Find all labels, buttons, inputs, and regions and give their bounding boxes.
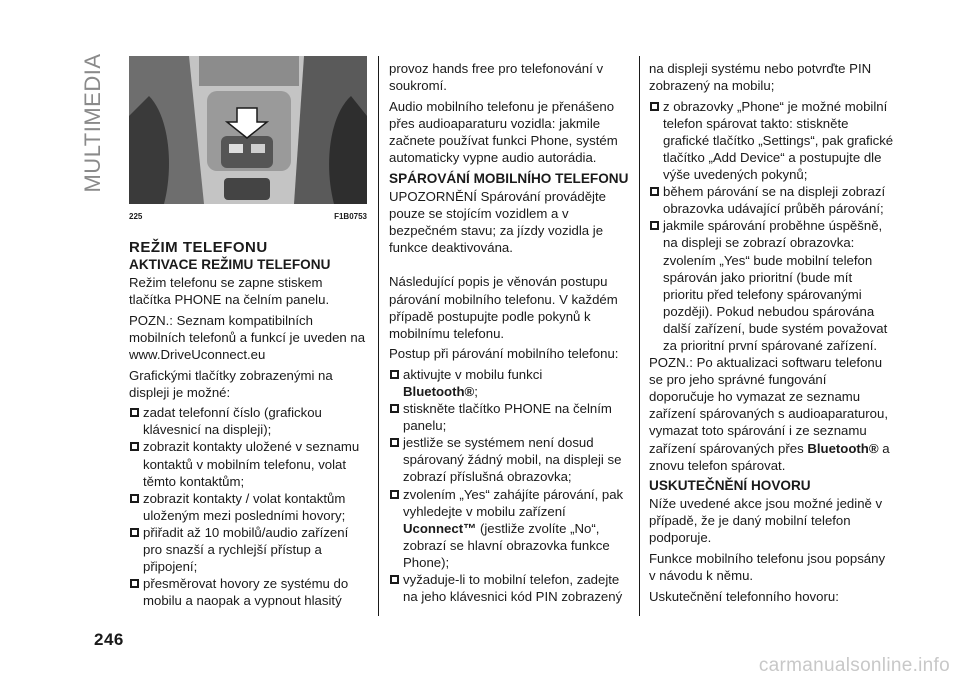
warning-paragraph: UPOZORNĚNÍ Spárování provádějte pouze se stojícím vozidlem a v bezpečném stavu; za jízdy vozidla je funkce deaktivována. [389, 188, 606, 255]
section-heading: USKUTEČNĚNÍ HOVORU [649, 478, 811, 494]
page-number: 246 [94, 630, 124, 649]
section-side-label: MULTIMEDIA [80, 53, 105, 193]
bullet-item: zadat telefonní číslo (grafickou klávesnicí na displeji); [129, 404, 367, 438]
bullet-item: zvolením „Yes“ zahájíte párování, pak vyhledejte v mobilu zařízení Uconnect™ (jestliže zvolíte „No“, zobrazí se hlavní obrazovka funkce Phone); [389, 486, 631, 571]
subsection-title: AKTIVACE REŽIMU TELEFONU [129, 257, 331, 273]
bullet-item: zobrazit kontakty / volat kontaktům uloženým mezi posledními hovory; [129, 490, 367, 524]
paragraph: Grafickými tlačítky zobrazenými na displeji je možné: [129, 367, 333, 400]
column-1 [129, 56, 367, 609]
bullet-item: vyžaduje-li to mobilní telefon, zadejte na jeho klávesnici kód PIN zobrazený [389, 571, 631, 605]
column-divider [378, 56, 379, 616]
paragraph: Audio mobilního telefonu je přenášeno přes audioaparaturu vozidla: jakmile začnete používat funkci Phone, systém automaticky vypne audio autorádia. [389, 98, 618, 165]
figure-caption [129, 208, 367, 225]
column-3 [649, 60, 894, 608]
bullet-item: aktivujte v mobilu funkci Bluetooth®; [389, 366, 631, 400]
figure-photo [129, 56, 367, 204]
bullet-item: stiskněte tlačítko PHONE na čelním panelu; [389, 400, 631, 434]
column-2 [389, 60, 631, 605]
paragraph: Následující popis je věnován postupu párování mobilního telefonu. V každém případě postupujte podle pokynů k mobilnímu telefonu. [389, 274, 618, 341]
column-divider [639, 56, 640, 616]
figure-number: 225 [129, 212, 143, 221]
paragraph: provoz hands free pro telefonování v soukromí. [389, 61, 604, 94]
paragraph: Funkce mobilního telefonu jsou popsány v návodu k němu. [649, 551, 886, 584]
console-usb-illustration [129, 56, 367, 204]
uconnect-brand: Uconnect™ [403, 520, 477, 536]
bluetooth-brand: Bluetooth® [403, 384, 475, 399]
section-title: REŽIM TELEFONU [129, 239, 268, 257]
figure-code: F1B0753 [334, 212, 367, 221]
paragraph: na displeji systému nebo potvrďte PIN zobrazený na mobilu; [649, 61, 872, 94]
note-paragraph: POZN.: Seznam kompatibilních mobilních telefonů a funkcí je uveden na www.DriveUconnect.eu [129, 312, 366, 362]
bullet-item: přesměrovat hovory ze systému do mobilu a naopak a vypnout hlasitý [129, 575, 367, 609]
section-heading: SPÁROVÁNÍ MOBILNÍHO TELEFONU [389, 170, 629, 186]
paragraph: Níže uvedené akce jsou možné jedině v případě, že je daný mobilní telefon podporuje. [649, 496, 883, 546]
bullet-item: zobrazit kontakty uložené v seznamu kontaktů v mobilním telefonu, volat těmto kontaktům; [129, 438, 367, 489]
paragraph: Postup při párování mobilního telefonu: [389, 346, 619, 362]
footer-watermark: carmanualsonline.info [758, 655, 950, 676]
bluetooth-brand: Bluetooth® [807, 440, 879, 456]
bullet-item: během párování se na displeji zobrazí obrazovka udávající průběh párování; [649, 183, 894, 217]
bullet-item: jestliže se systémem není dosud spárovaný žádný mobil, na displeji se zobrazí příslušná obrazovka; [389, 434, 631, 485]
note-paragraph: POZN.: Po aktualizaci softwaru telefonu se pro jeho správné fungování doporučuje ho vymazat ze seznamu zařízení spárovaných s audioaparaturou, vymazat toto spárování i ze seznamu zařízení spárovaných přes Bluetooth® a znovu telefon spárovat. [649, 355, 890, 473]
paragraph: Uskutečnění telefonního hovoru: [649, 588, 839, 604]
bullet-item: jakmile spárování proběhne úspěšně, na displeji se zobrazí obrazovka: zvolením „Yes“ bude mobilní telefon spárován jako prioritní (bude mít prioritu před telefony spárovanými později). Pokud nebudou spárována další zařízení, bude systém považovat za prioritní první spárované zařízení. [649, 217, 894, 354]
bullet-item: přiřadit až 10 mobilů/audio zařízení pro snazší a rychlejší přístup a připojení; [129, 524, 367, 575]
bullet-item: z obrazovky „Phone“ je možné mobilní telefon spárovat takto: stiskněte grafické tlačítko „Settings“, pak grafické tlačítko „Add Device“ a postupujte dle výše uvedených pokynů; [649, 98, 894, 183]
paragraph: Režim telefonu se zapne stiskem tlačítka PHONE na čelním panelu. [129, 275, 330, 308]
